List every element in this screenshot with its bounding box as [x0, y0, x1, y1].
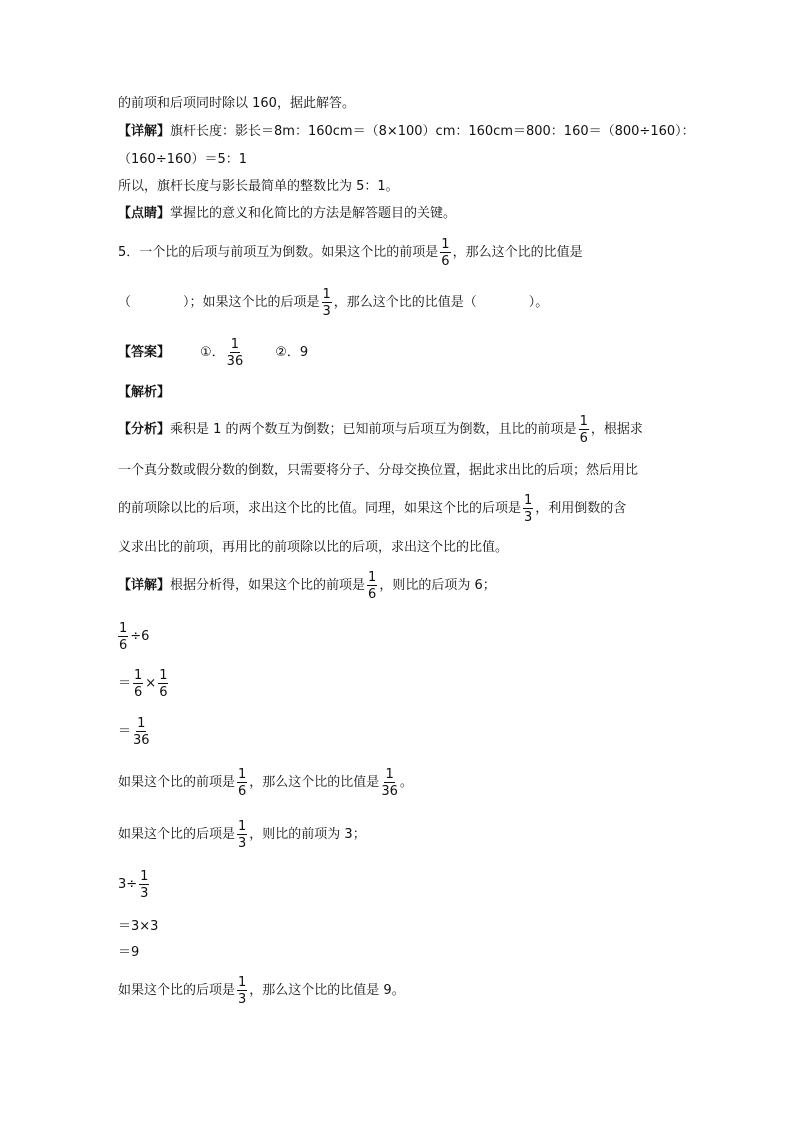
calc-line-3: ＝ $\frac{1}{36}$: [118, 715, 150, 748]
answer-tag: 【答案】: [118, 345, 171, 360]
intro-line-1: 的前项和后项同时除以 160，据此解答。: [118, 96, 355, 111]
fraction: $\frac{1}{3}$: [238, 974, 247, 1007]
analysis-line-4: 义求出比的前项，再用比的前项除以比的后项，求出这个比的比值。: [118, 540, 509, 555]
intro-line-5: 【点睛】掌握比的意义和化简比的方法是解答题目的关键。: [118, 206, 457, 221]
fraction: $\frac{1}{3}$: [524, 492, 533, 525]
fraction: $\frac{1}{6}$: [579, 413, 588, 446]
intro-line-4: 所以，旗杆长度与影长最简单的整数比为 5：1。: [118, 179, 399, 194]
intro-line-2: 【详解】旗杆长度：影长＝8m：160cm＝（8×100）cm：160cm＝800：160＝（800÷160）：: [118, 124, 695, 139]
calc-line-5: ＝3×3: [118, 919, 159, 934]
fraction: $\frac{1}{6}$: [441, 236, 450, 269]
fraction: $\frac{1}{6}$: [134, 667, 143, 700]
analysis-line-2: 一个真分数或假分数的倒数，只需要将分子、分母交换位置，据此求出比的后项；然后用比: [118, 463, 639, 478]
fraction: $\frac{1}{36}$: [133, 715, 150, 748]
analysis-title: 【解析】: [118, 385, 171, 400]
fraction: $\frac{1}{3}$: [322, 286, 331, 319]
result-line-2: 如果这个比的后项是 $\frac{1}{3}$ ，则比的前项为 3；: [118, 818, 366, 851]
calc-line-4: 3÷ $\frac{1}{3}$: [118, 868, 149, 901]
fraction: $\frac{1}{3}$: [238, 818, 247, 851]
fraction: $\frac{1}{6}$: [368, 569, 377, 602]
fraction: $\frac{1}{6}$: [238, 766, 247, 799]
question-5-line-2: （ ）；如果这个比的后项是 $\frac{1}{3}$ ，那么这个比的比值是（ ）。: [118, 286, 549, 319]
fraction: $\frac{1}{6}$: [119, 620, 128, 653]
calc-line-1: $\frac{1}{6}$ ÷6: [119, 620, 150, 653]
calc-line-6: ＝9: [118, 945, 140, 960]
dianjing-tag: 【点睛】: [118, 206, 171, 221]
analysis-line-1: 【分析】乘积是 1 的两个数互为倒数；已知前项与后项互为倒数，且比的前项是 $\frac{1}{6}$ ，根据求: [118, 413, 643, 446]
detail-line-1: 【详解】根据分析得，如果这个比的前项是 $\frac{1}{6}$ ，则比的后项为 6；: [118, 569, 496, 602]
intro-line-3: （160÷160）＝5：1: [118, 152, 248, 167]
fraction: $\frac{1}{3}$: [140, 868, 149, 901]
question-5-line-1: 5．一个比的后项与前项互为倒数。如果这个比的前项是 $\frac{1}{6}$ ，那么这个比的比值是: [118, 236, 583, 269]
fraction: $\frac{1}{6}$: [159, 667, 168, 700]
calc-line-2: ＝ $\frac{1}{6}$ × $\frac{1}{6}$: [118, 667, 168, 700]
analysis-line-3: 的前项除以比的后项，求出这个比的比值。同理，如果这个比的后项是 $\frac{1}{3}$ ，利用倒数的含: [118, 492, 627, 525]
result-line-3: 如果这个比的后项是 $\frac{1}{3}$ ，那么这个比的比值是 9。: [118, 974, 405, 1007]
detail-tag: 【详解】: [118, 124, 171, 139]
answer-line: 【答案】 ①． $\frac{1}{36}$ ②．9: [118, 336, 309, 369]
answer-fraction: $\frac{1}{36}$: [226, 336, 244, 369]
result-line-1: 如果这个比的前项是 $\frac{1}{6}$ ，那么这个比的比值是 $\frac{1}{36}$ 。: [118, 766, 413, 799]
fraction: $\frac{1}{36}$: [381, 766, 398, 799]
